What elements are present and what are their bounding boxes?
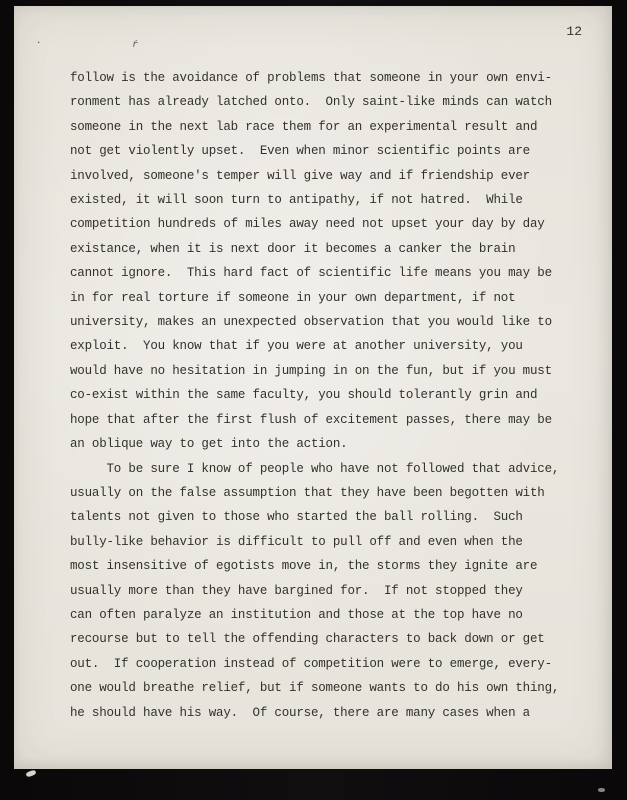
scan-artifact xyxy=(598,788,605,792)
text-line: follow is the avoidance of problems that someone in your own envi- xyxy=(70,71,552,85)
text-line: existance, when it is next door it becomes a canker the brain xyxy=(70,241,516,256)
smudge-mark: ŕ xyxy=(131,39,139,52)
text-line: in for real torture if someone in your own department, if not xyxy=(70,290,516,305)
text-line: out. If cooperation instead of competition were to emerge, every- xyxy=(70,656,552,671)
text-line: someone in the next lab race them for an experimental result and xyxy=(70,119,538,134)
text-line: co-exist within the same faculty, you should tolerantly grin and xyxy=(70,388,538,403)
body-text xyxy=(70,66,580,725)
text-line: university, makes an unexpected observation that you would like to xyxy=(70,315,552,330)
text-line: would have no hesitation in jumping in on the fun, but if you must xyxy=(70,363,552,378)
text-line: recourse but to tell the offending characters to back down or get xyxy=(70,632,545,647)
text-line: can often paralyze an institution and those at the top have no xyxy=(70,607,523,622)
paragraph xyxy=(70,66,580,457)
document-page xyxy=(14,6,612,769)
text-line: To be sure I know of people who have not followed that advice, xyxy=(70,461,560,476)
text-line: most insensitive of egotists move in, the storms they ignite are xyxy=(70,559,538,574)
text-line: not get violently upset. Even when minor scientific points are xyxy=(70,144,530,159)
text-line: cannot ignore. This hard fact of scientific life means you may be xyxy=(70,266,552,281)
paragraph xyxy=(70,457,580,725)
text-line: usually more than they have bargined for. If not stopped they xyxy=(70,583,523,598)
text-line: talents not given to those who started the ball rolling. Such xyxy=(70,510,523,525)
text-line: involved, someone's temper will give way and if friendship ever xyxy=(70,168,530,183)
page-number: 12 xyxy=(566,24,582,39)
text-line: he should have his way. Of course, there are many cases when a xyxy=(70,705,530,720)
scan-artifact xyxy=(25,769,36,777)
text-line: bully-like behavior is difficult to pull off and even when the xyxy=(70,534,523,549)
text-line: hope that after the first flush of excitement passes, there may be xyxy=(70,412,552,427)
text-line: an oblique way to get into the action. xyxy=(70,437,348,452)
text-line: exploit. You know that if you were at another university, you xyxy=(70,339,523,354)
text-line: ronment has already latched onto. Only saint-like minds can watch xyxy=(70,95,552,110)
text-line: one would breathe relief, but if someone wants to do his own thing, xyxy=(70,681,560,696)
text-line: usually on the false assumption that they have been begotten with xyxy=(70,485,545,500)
text-line: competition hundreds of miles away need not upset your day by day xyxy=(70,217,545,232)
smudge-mark: · xyxy=(34,37,44,50)
text-line: existed, it will soon turn to antipathy, if not hatred. While xyxy=(70,193,523,208)
